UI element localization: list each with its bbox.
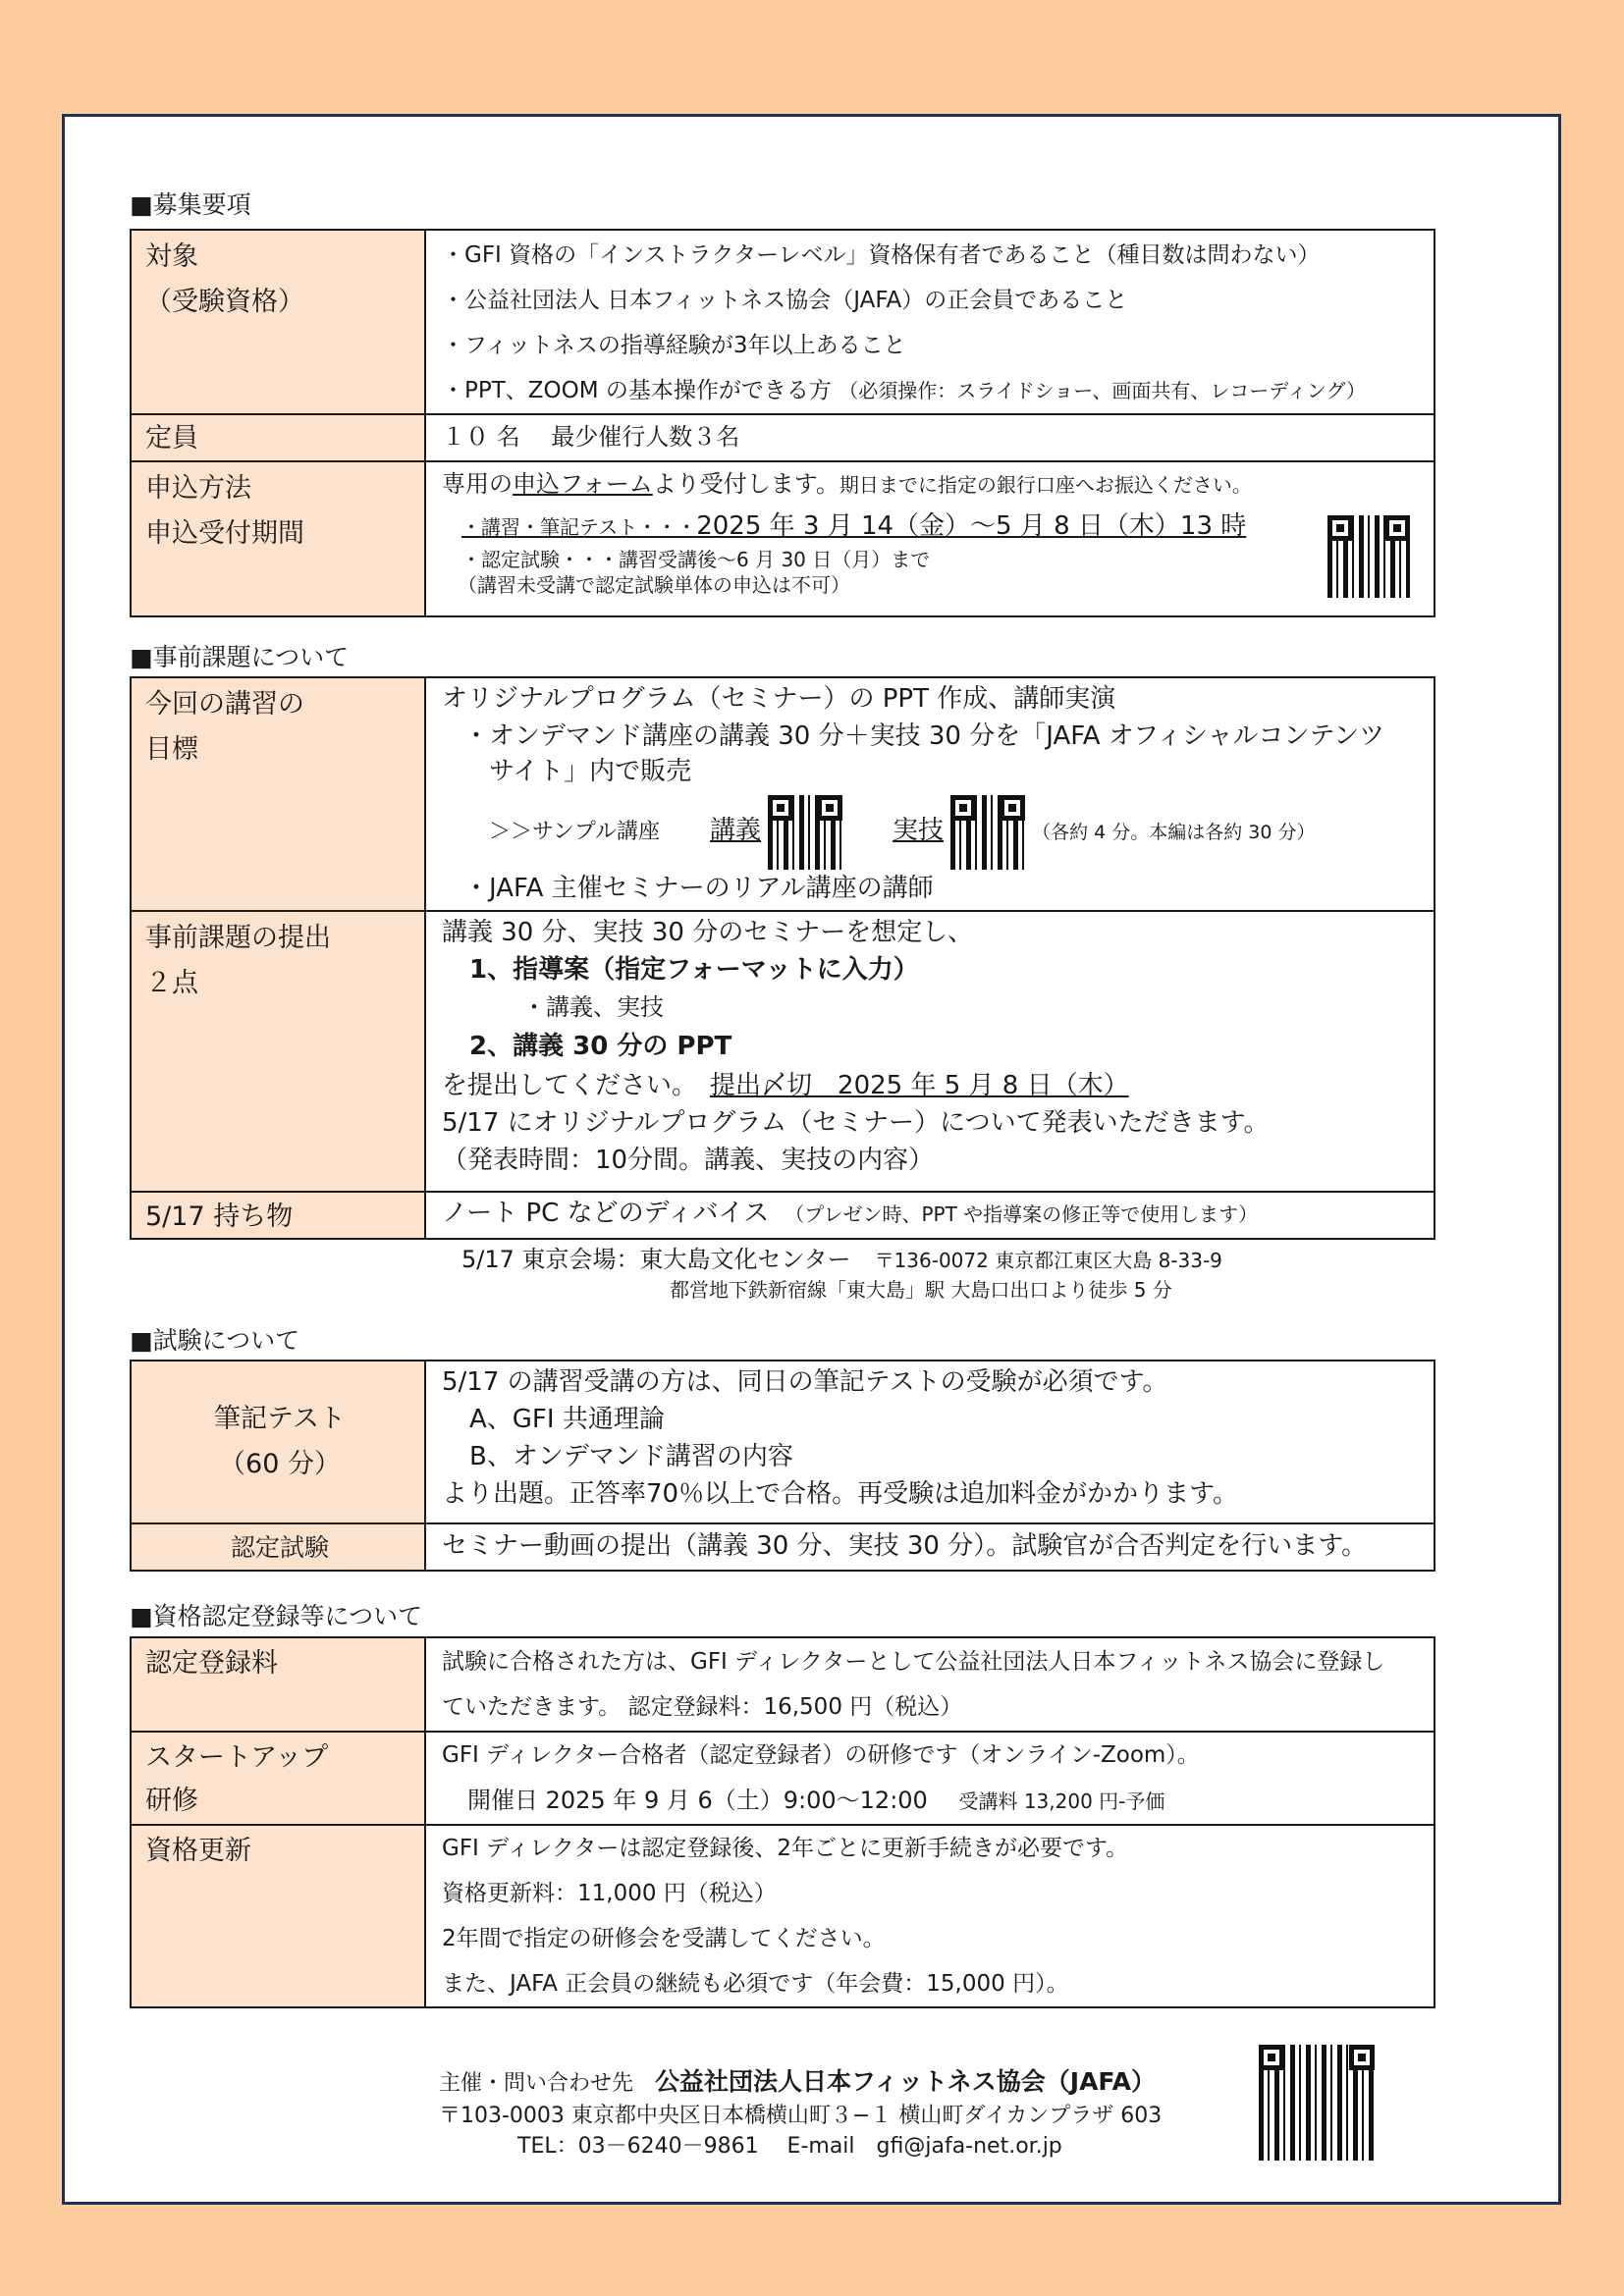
label-moushikomi: 申込方法 申込受付期間	[131, 461, 425, 616]
value-koshin: GFI ディレクターは認定登録後、2年ごとに更新手続きが必要です。 資格更新料：11,000 円（税込） 2年間で指定の研修会を受講してください。 また、JAFA 正会員の継続も必須です（年会費：15,000 円）。	[425, 1825, 1435, 2007]
label-taisho: 対象 （受験資格）	[131, 230, 425, 414]
shiken-table	[130, 1360, 1435, 1572]
jizen-table	[130, 676, 1435, 1240]
value-moushikomi: 専用の申込フォームより受付します。期日までに指定の銀行口座へお振込ください。 ・講習・筆記テスト・・・2025 年 3 月 14（金）～5 月 8 日（木）13 時 ・認定試験・・・講習受講後～6 月 30 日（月）まで （講習未受講で認定試験単体の申込は不可）	[425, 461, 1435, 616]
label-teiin: 定員	[131, 414, 425, 461]
label-teishutsu: 事前課題の提出 ２点	[131, 911, 425, 1192]
sample-jitsugi-link[interactable]: 実技	[893, 816, 945, 845]
value-nintei: セミナー動画の提出（講義 30 分、実技 30 分）。試験官が合否判定を行います。	[425, 1523, 1435, 1571]
label-koshin: 資格更新	[131, 1825, 425, 2007]
sample-kogi-link[interactable]: 講義	[710, 816, 762, 845]
value-mokuhyo: オリジナルプログラム（セミナー）の PPT 作成、講師実演 ・オンデマンド講座の講義 30 分＋実技 30 分を「JAFA オフィシャルコンテンツ サイト」内で販売 ＞＞サンプル講座 講義 実技 （各約 4 分。本編は各約 30 分） ・JAFA 主催セミナーのリアル講座の講師	[425, 677, 1435, 911]
boshu-table	[130, 229, 1435, 617]
value-startup: GFI ディレクター合格者（認定登録者）の研修です（オンライン-Zoom）。 開催日 2025 年 9 月 6（土）9:00～12:00 受講料 13,200 円-予価	[425, 1732, 1435, 1825]
qr-code-icon[interactable]	[1259, 2045, 1375, 2161]
value-hikki: 5/17 の講習受講の方は、同日の筆記テストの受験が必須です。 A、GFI 共通理論 B、オンデマンド講習の内容 より出題。正答率70％以上で合格。再受験は追加料金がかかります。	[425, 1361, 1435, 1523]
venue-line: 5/17 東京会場：東大島文化センター 〒136-0072 東京都江東区大島 8-33-9	[461, 1246, 1222, 1273]
footer-contact: 主催・問い合わせ先 公益社団法人日本フィットネス協会（JAFA）	[439, 2067, 1156, 2096]
application-form-link[interactable]: 申込フォーム	[513, 470, 653, 498]
value-toroku: 試験に合格された方は、GFI ディレクターとして公益社団法人日本フィットネス協会に登録し ていただきます。 認定登録料：16,500 円（税込）	[425, 1637, 1435, 1732]
label-mokuhyo: 今回の講習の 目標	[131, 677, 425, 911]
label-mochimono: 5/17 持ち物	[131, 1192, 425, 1239]
label-toroku: 認定登録料	[131, 1637, 425, 1732]
value-mochimono: ノート PC などのディバイス （プレゼン時、PPT や指導案の修正等で使用します）	[425, 1192, 1435, 1239]
label-hikki: 筆記テスト （60 分）	[131, 1361, 425, 1523]
value-teishutsu: 講義 30 分、実技 30 分のセミナーを想定し、 1、指導案（指定フォーマットに入力） ・講義、実技 2、講義 30 分の PPT を提出してください。 提出〆切 2025 年 5 月 8 日（木） 5/17 にオリジナルプログラム（セミナー）について発表いただきます。 （発表時間：10分間。講義、実技の内容）	[425, 911, 1435, 1192]
value-taisho: ・GFI 資格の「インストラクターレベル」資格保有者であること（種目数は問わない） ・公益社団法人 日本フィットネス協会（JAFA）の正会員であること ・フィットネスの指導経験が3年以上あること ・PPT、ZOOM の基本操作ができる方 （必須操作：スライドショー、画面共有、レコーディング）	[425, 230, 1435, 414]
shikaku-table	[130, 1636, 1435, 2008]
qr-code-icon[interactable]	[768, 795, 842, 870]
section-title-shiken: ■試験について	[130, 1326, 300, 1355]
footer-address: 〒103-0003 東京都中央区日本橋横山町３−１ 横山町ダイカンプラザ 603	[439, 2104, 1163, 2128]
label-nintei: 認定試験	[131, 1523, 425, 1571]
venue-access: 都営地下鉄新宿線「東大島」駅 大島口出口より徒歩 5 分	[670, 1278, 1172, 1302]
qr-code-icon[interactable]	[950, 795, 1025, 870]
label-startup: スタートアップ 研修	[131, 1732, 425, 1825]
value-teiin: １０ 名 最少催行人数３名	[425, 414, 1435, 461]
footer-tel: TEL：03－6240－9861 E-mail gfi@jafa-net.or.jp	[517, 2134, 1062, 2159]
section-title-jizen: ■事前課題について	[130, 643, 350, 671]
section-title-boshu: ■募集要項	[130, 190, 251, 219]
qr-code-icon[interactable]	[1327, 515, 1410, 598]
section-title-shikaku: ■資格認定登録等について	[130, 1602, 423, 1630]
